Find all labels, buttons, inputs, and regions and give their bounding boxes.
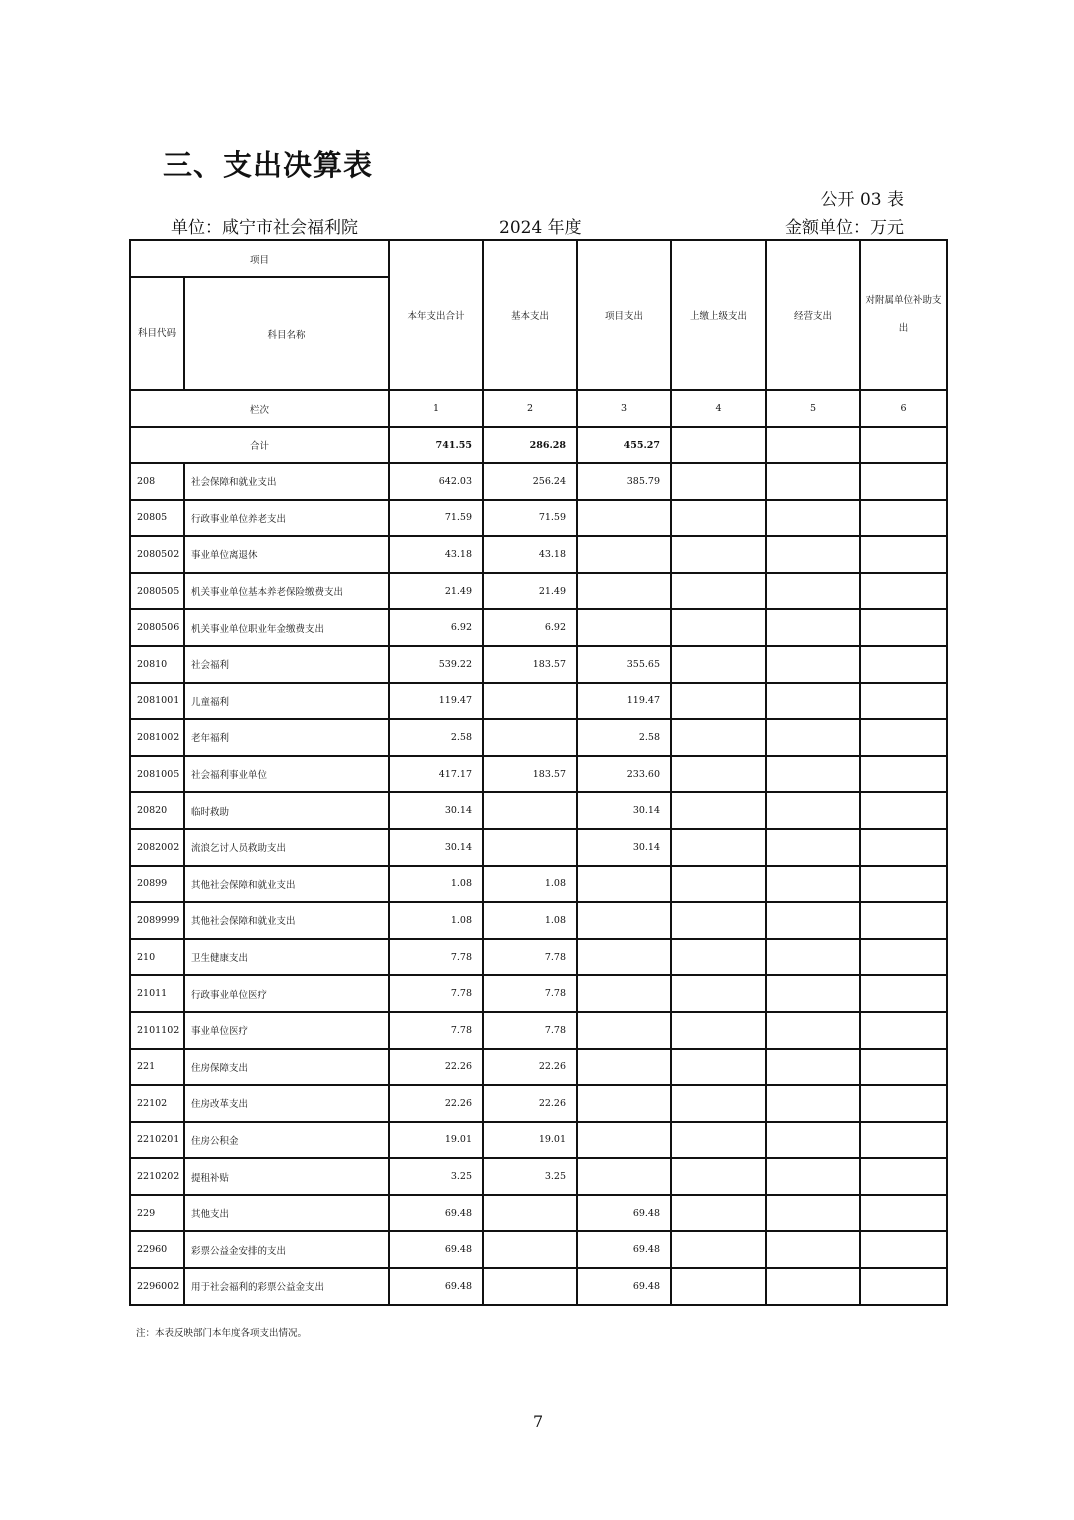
fiscal-year: 2024 年度 [499,218,582,238]
amount-cell [860,1012,947,1049]
amount-cell [766,500,860,537]
header-col-4: 上缴上级支出 [671,240,766,390]
amount-cell [860,829,947,866]
amount-cell [860,683,947,720]
amount-cell [860,756,947,793]
header-code-text: 科目代码 [137,327,176,339]
column-index: 1 [389,390,483,427]
amount-cell [671,866,766,903]
amount-cell [860,1049,947,1086]
reporting-unit: 单位：咸宁市社会福利院 [171,218,358,238]
subject-code: 20899 [130,866,184,903]
subject-code: 21011 [130,975,184,1012]
amount-cell [671,792,766,829]
header-col-6-text: 对附属单位补助支出 [865,295,942,334]
amount-cell [577,1012,671,1049]
subject-code: 221 [130,1049,184,1086]
subject-name: 社会福利事业单位 [184,756,389,793]
expenditure-table [129,239,948,1306]
table-row [130,536,947,573]
form-number: 公开 03 表 [820,190,904,210]
total-label: 合计 [130,427,389,463]
header-code [130,277,184,390]
amount-cell: 6.92 [483,609,577,646]
amount-cell [860,975,947,1012]
amount-cell [766,902,860,939]
amount-cell: 22.26 [389,1085,483,1122]
amount-cell [577,1122,671,1159]
amount-cell [577,939,671,976]
total-row [130,427,947,463]
subject-name: 彩票公益金安排的支出 [184,1231,389,1268]
total-value [671,427,766,463]
subject-name: 事业单位离退休 [184,536,389,573]
amount-cell [766,683,860,720]
amount-cell [860,1158,947,1195]
amount-cell: 71.59 [483,500,577,537]
amount-cell: 355.65 [577,646,671,683]
amount-cell [671,1158,766,1195]
amount-cell: 7.78 [389,975,483,1012]
subject-name: 其他支出 [184,1195,389,1232]
amount-cell [577,573,671,610]
amount-cell: 1.08 [483,902,577,939]
table-row [130,1012,947,1049]
header-col-3: 项目支出 [577,240,671,390]
amount-cell: 1.08 [389,866,483,903]
amount-cell [766,1195,860,1232]
amount-cell [766,536,860,573]
amount-cell: 3.25 [483,1158,577,1195]
amount-cell: 30.14 [389,829,483,866]
amount-cell [860,792,947,829]
subject-code: 20805 [130,500,184,537]
subject-code: 229 [130,1195,184,1232]
subject-code: 2080505 [130,573,184,610]
amount-cell: 7.78 [389,1012,483,1049]
subject-code: 22960 [130,1231,184,1268]
amount-cell: 21.49 [483,573,577,610]
amount-cell [671,683,766,720]
table-row [130,975,947,1012]
amount-cell [860,500,947,537]
table-row [130,1085,947,1122]
page-title: 三、支出决算表 [163,148,374,182]
amount-cell [577,1085,671,1122]
amount-cell [860,939,947,976]
table-row [130,463,947,500]
table-row [130,609,947,646]
amount-cell: 30.14 [577,792,671,829]
amount-cell [577,1158,671,1195]
amount-cell: 3.25 [389,1158,483,1195]
amount-cell [671,719,766,756]
amount-cell: 7.78 [389,939,483,976]
amount-cell [577,536,671,573]
amount-cell [483,1268,577,1305]
amount-cell [766,1122,860,1159]
amount-cell [483,1231,577,1268]
amount-cell: 69.48 [577,1195,671,1232]
amount-cell [671,1268,766,1305]
amount-cell [577,975,671,1012]
amount-cell [766,719,860,756]
amount-cell [766,1012,860,1049]
subject-name: 老年福利 [184,719,389,756]
amount-cell [671,609,766,646]
amount-cell [860,536,947,573]
amount-cell [860,573,947,610]
column-index: 2 [483,390,577,427]
subject-code: 2210202 [130,1158,184,1195]
subject-code: 2210201 [130,1122,184,1159]
header-name: 科目名称 [184,277,389,390]
table-row [130,792,947,829]
amount-cell [671,902,766,939]
amount-cell [860,1268,947,1305]
subject-name: 行政事业单位养老支出 [184,500,389,537]
amount-cell: 22.26 [483,1049,577,1086]
subject-name: 社会福利 [184,646,389,683]
subject-name: 其他社会保障和就业支出 [184,902,389,939]
amount-cell [671,1122,766,1159]
amount-cell: 19.01 [483,1122,577,1159]
amount-cell: 43.18 [483,536,577,573]
amount-cell [671,646,766,683]
subject-name: 行政事业单位医疗 [184,975,389,1012]
amount-cell [671,1231,766,1268]
table-row [130,500,947,537]
amount-cell: 256.24 [483,463,577,500]
amount-cell [483,719,577,756]
amount-cell [860,463,947,500]
amount-cell [577,902,671,939]
header-item: 项目 [130,240,389,277]
amount-cell [671,939,766,976]
subject-name: 机关事业单位基本养老保险缴费支出 [184,573,389,610]
column-index-row [130,390,947,427]
amount-cell: 119.47 [577,683,671,720]
amount-cell [860,719,947,756]
amount-cell [766,1049,860,1086]
amount-cell [671,756,766,793]
amount-cell: 183.57 [483,756,577,793]
amount-cell [860,1195,947,1232]
amount-cell: 642.03 [389,463,483,500]
amount-cell [766,609,860,646]
amount-cell [577,609,671,646]
subject-code: 2081002 [130,719,184,756]
subject-name: 儿童福利 [184,683,389,720]
amount-cell: 22.26 [483,1085,577,1122]
amount-cell [483,829,577,866]
amount-cell [860,902,947,939]
amount-cell [577,1049,671,1086]
amount-cell [860,1122,947,1159]
amount-cell [671,463,766,500]
subject-code: 20810 [130,646,184,683]
table-note: 注：本表反映部门本年度各项支出情况。 [136,1328,308,1339]
table-row [130,646,947,683]
page-number: 7 [533,1412,544,1431]
amount-cell: 119.47 [389,683,483,720]
amount-cell [860,866,947,903]
amount-cell: 21.49 [389,573,483,610]
amount-cell: 69.48 [389,1268,483,1305]
subject-name: 社会保障和就业支出 [184,463,389,500]
amount-cell [483,792,577,829]
table-row [130,573,947,610]
amount-cell: 69.48 [577,1268,671,1305]
subject-code: 2101102 [130,1012,184,1049]
amount-cell [577,866,671,903]
amount-cell [671,1085,766,1122]
amount-cell: 19.01 [389,1122,483,1159]
table-row [130,756,947,793]
subject-name: 流浪乞讨人员救助支出 [184,829,389,866]
amount-cell: 1.08 [483,866,577,903]
amount-cell [766,866,860,903]
amount-cell: 1.08 [389,902,483,939]
table-row [130,1158,947,1195]
subject-code: 2080502 [130,536,184,573]
amount-cell: 69.48 [577,1231,671,1268]
total-value: 455.27 [577,427,671,463]
amount-cell: 69.48 [389,1195,483,1232]
table-row [130,939,947,976]
amount-cell [766,463,860,500]
amount-cell: 6.92 [389,609,483,646]
amount-cell [483,1195,577,1232]
amount-cell: 385.79 [577,463,671,500]
table-row [130,1195,947,1232]
amount-cell [766,1268,860,1305]
amount-cell [766,646,860,683]
amount-cell [671,975,766,1012]
amount-cell [671,536,766,573]
amount-cell [766,573,860,610]
amount-cell: 7.78 [483,1012,577,1049]
amount-cell [860,646,947,683]
subject-name: 住房保障支出 [184,1049,389,1086]
header-col-2: 基本支出 [483,240,577,390]
column-index: 3 [577,390,671,427]
header-col-1: 本年支出合计 [389,240,483,390]
subject-name: 住房改革支出 [184,1085,389,1122]
amount-cell [483,683,577,720]
column-index: 5 [766,390,860,427]
subject-code: 2080506 [130,609,184,646]
subject-name: 事业单位医疗 [184,1012,389,1049]
amount-cell [766,756,860,793]
amount-cell [766,975,860,1012]
amount-cell [860,609,947,646]
table-row [130,1268,947,1305]
amount-cell [671,500,766,537]
subject-name: 住房公积金 [184,1122,389,1159]
header-col-5: 经营支出 [766,240,860,390]
subject-name: 卫生健康支出 [184,939,389,976]
amount-cell: 7.78 [483,939,577,976]
subject-name: 用于社会福利的彩票公益金支出 [184,1268,389,1305]
amount-cell: 417.17 [389,756,483,793]
amount-cell: 71.59 [389,500,483,537]
amount-cell: 30.14 [577,829,671,866]
amount-cell [671,1195,766,1232]
subject-name: 提租补贴 [184,1158,389,1195]
amount-cell [766,939,860,976]
amount-cell: 183.57 [483,646,577,683]
column-index: 6 [860,390,947,427]
amount-cell: 2.58 [389,719,483,756]
subject-code: 210 [130,939,184,976]
table-row [130,683,947,720]
table-row [130,829,947,866]
amount-cell [860,1085,947,1122]
amount-cell [860,1231,947,1268]
subject-code: 2296002 [130,1268,184,1305]
amount-cell [766,792,860,829]
amount-cell [766,1231,860,1268]
money-unit: 金额单位：万元 [785,218,904,238]
amount-cell: 539.22 [389,646,483,683]
subject-name: 其他社会保障和就业支出 [184,866,389,903]
amount-cell [766,1158,860,1195]
subject-code: 208 [130,463,184,500]
table-row [130,719,947,756]
table-row [130,1049,947,1086]
table-row [130,1231,947,1268]
amount-cell [766,1085,860,1122]
subject-code: 2082002 [130,829,184,866]
subject-name: 临时救助 [184,792,389,829]
amount-cell [671,829,766,866]
amount-cell: 2.58 [577,719,671,756]
amount-cell: 7.78 [483,975,577,1012]
amount-cell [577,500,671,537]
column-index: 4 [671,390,766,427]
table-row [130,902,947,939]
subject-name: 机关事业单位职业年金缴费支出 [184,609,389,646]
amount-cell: 233.60 [577,756,671,793]
subject-code: 2081001 [130,683,184,720]
table-row [130,1122,947,1159]
header-col-6 [860,240,947,390]
amount-cell: 22.26 [389,1049,483,1086]
amount-cell [671,1012,766,1049]
total-value [766,427,860,463]
total-value: 286.28 [483,427,577,463]
amount-cell [671,573,766,610]
column-index-label: 栏次 [130,390,389,427]
total-value [860,427,947,463]
subject-code: 2089999 [130,902,184,939]
subject-code: 2081005 [130,756,184,793]
amount-cell [671,1049,766,1086]
amount-cell [766,829,860,866]
table-row [130,866,947,903]
amount-cell: 43.18 [389,536,483,573]
subject-code: 20820 [130,792,184,829]
subject-code: 22102 [130,1085,184,1122]
amount-cell: 69.48 [389,1231,483,1268]
amount-cell: 30.14 [389,792,483,829]
total-value: 741.55 [389,427,483,463]
